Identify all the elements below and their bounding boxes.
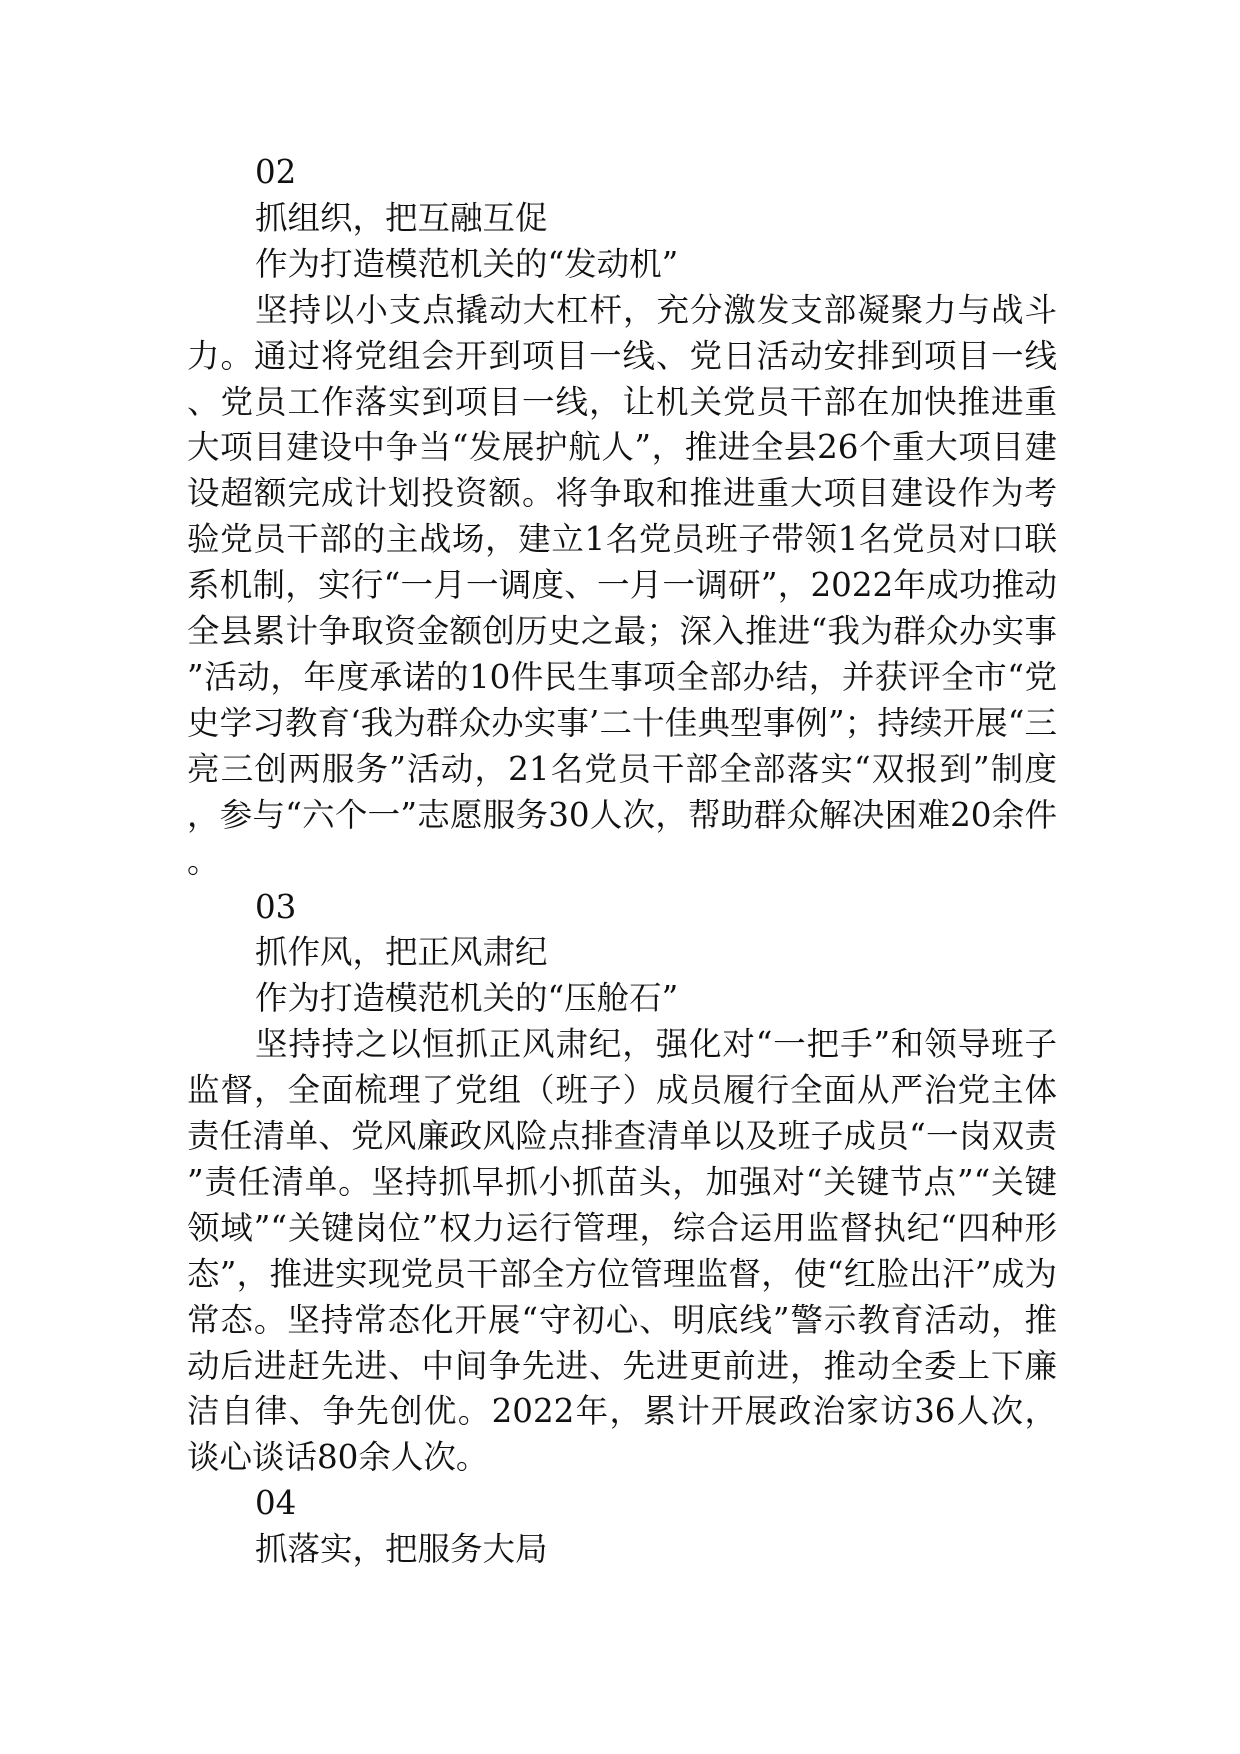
section-heading: 抓落实，把服务大局 [255,1530,548,1569]
section-paragraph: 坚持持之以恒抓正风肃纪，强化对“一把手”和领导班子监督，全面梳理了党组（班子）成员履行全面从严治党主体责任清单、党风廉政风险点排查清单以及班子成员“一岗双责”责任清单。坚持抓早抓小抓苗头，加强对“关键节点”“关键领域”“关键岗位”权力运行管理，综合运用监督执纪“四种形态”，推进实现党员干部全方位管理监督，使“红脸出汗”成为常态。坚持常态化开展“守初心、明底线”警示教育活动，推动后进赶先进、中间争先进、先进更前进，推动全委上下廉洁自律、争先创优。2022年，累计开展政治家访36人次，谈心谈话80余人次。 [187,1025,1057,1477]
section-subheading: 作为打造模范机关的“压舱石” [255,979,679,1018]
section-number: 02 [255,153,297,191]
document-body [187,150,1057,1573]
section-number: 04 [255,1484,297,1523]
section-number: 03 [255,887,297,926]
section-heading: 抓组织，把互融互促 [255,198,548,237]
section-paragraph: 坚持以小支点撬动大杠杆，充分激发支部凝聚力与战斗力。通过将党组会开到项目一线、党日活动安排到项目一线、党员工作落实到项目一线，让机关党员干部在加快推进重大项目建设中争当“发展护航人”，推进全县26个重大项目建设超额完成计划投资额。将争取和推进重大项目建设作为考验党员干部的主战场，建立1名党员班子带领1名党员对口联系机制，实行“一月一调度、一月一调研”，2022年成功推动全县累计争取资金额创历史之最；深入推进“我为群众办实事”活动，年度承诺的10件民生事项全部办结，并获评全市“党史学习教育‘我为群众办实事’二十佳典型事例”；持续开展“三亮三创两服务”活动，21名党员干部全部落实“双报到”制度，参与“六个一”志愿服务30人次，帮助群众解决困难20余件。 [187,290,1057,880]
section-heading: 抓作风，把正风肃纪 [255,933,548,972]
section-subheading: 作为打造模范机关的“发动机” [255,244,679,283]
